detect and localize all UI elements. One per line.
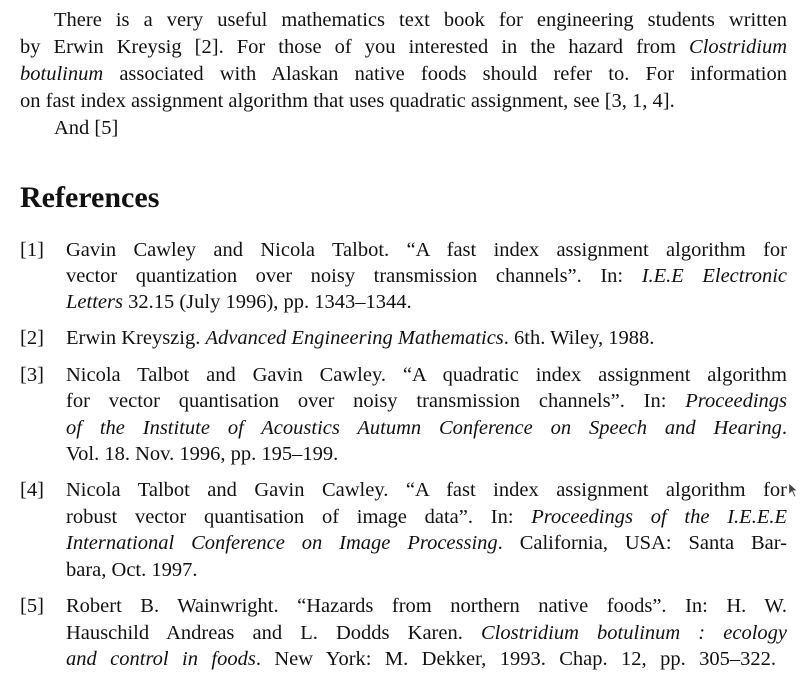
reference-label: [3] <box>20 364 44 386</box>
text: by Erwin Kreysig [2]. For those of you interested in the hazard from <box>20 36 690 58</box>
text: Erwin Kreyszig. <box>66 327 206 349</box>
italic-text: International Conference on Image Processing <box>66 532 498 554</box>
text-line <box>66 477 787 503</box>
reference-label: [2] <box>20 327 44 349</box>
text: . New York: M. Dekker, 1993. Chap. 12, pp. 305–322. <box>255 648 776 670</box>
text: And [5] <box>54 117 119 139</box>
text-line <box>66 388 787 414</box>
text: . <box>781 417 787 439</box>
text-line <box>20 34 787 60</box>
text-line <box>66 415 787 441</box>
italic-text: Letters <box>66 291 123 313</box>
text: robust vector quantisation of image data”. In: <box>66 506 532 528</box>
text: 32.15 (July 1996), pp. 1343–1344. <box>122 291 412 313</box>
text-line <box>54 7 787 33</box>
text-line <box>66 289 787 315</box>
reference-label: [4] <box>20 479 44 501</box>
text-line <box>66 593 787 619</box>
text: . California, USA: Santa Bar- <box>497 532 787 554</box>
reference-label: [5] <box>20 595 44 617</box>
text: Nicola Talbot and Gavin Cawley. “A quadratic index assignment algorithm <box>66 364 787 386</box>
text: Hauschild Andreas and L. Dodds Karen. <box>66 622 481 644</box>
text-line <box>66 646 776 672</box>
text-line <box>66 530 787 556</box>
italic-text: Proceedings of the I.E.E.E <box>531 506 787 528</box>
text: There is a very useful mathematics text book for engineering students written <box>54 9 787 31</box>
text-line <box>66 620 787 646</box>
text: vector quantization over noisy transmission channels”. In: <box>66 265 642 287</box>
text-line <box>66 557 787 583</box>
italic-text: Proceedings <box>685 390 787 412</box>
italic-text: Clostridium botulinum : ecology <box>480 622 787 644</box>
text: Nicola Talbot and Gavin Cawley. “A fast index assignment algorithm for <box>66 479 787 501</box>
text-line <box>54 115 787 141</box>
italic-text: of the Institute of Acoustics Autumn Conference on Speech and Hearing <box>66 417 782 439</box>
text: Robert B. Wainwright. “Hazards from northern native foods”. In: H. W. <box>66 595 787 617</box>
text-line <box>66 325 787 351</box>
text-line <box>66 504 787 530</box>
text: bara, Oct. 1997. <box>66 559 198 581</box>
italic-text: Clostridium <box>689 36 787 58</box>
italic-text: botulinum <box>20 63 104 85</box>
reference-label: [1] <box>20 239 44 261</box>
italic-text: I.E.E Electronic <box>641 265 787 287</box>
italic-text: and control in foods <box>66 648 256 670</box>
mouse-cursor-icon <box>788 482 799 498</box>
text: for vector quantisation over noisy transmission channels”. In: <box>66 390 686 412</box>
references-heading: References <box>20 181 160 214</box>
text-line <box>66 237 787 263</box>
text-line <box>66 441 787 467</box>
text-line <box>20 88 787 114</box>
text: associated with Alaskan native foods should refer to. For information <box>103 63 787 85</box>
text: Vol. 18. Nov. 1996, pp. 195–199. <box>66 443 339 465</box>
text: . 6th. Wiley, 1988. <box>503 327 655 349</box>
italic-text: Advanced Engineering Mathematics <box>205 327 504 349</box>
text: on fast index assignment algorithm that uses quadratic assignment, see [3, 1, 4]. <box>20 90 675 112</box>
text-line <box>66 263 787 289</box>
text-line <box>66 362 787 388</box>
text-line <box>20 61 787 87</box>
text: Gavin Cawley and Nicola Talbot. “A fast index assignment algorithm for <box>66 239 787 261</box>
